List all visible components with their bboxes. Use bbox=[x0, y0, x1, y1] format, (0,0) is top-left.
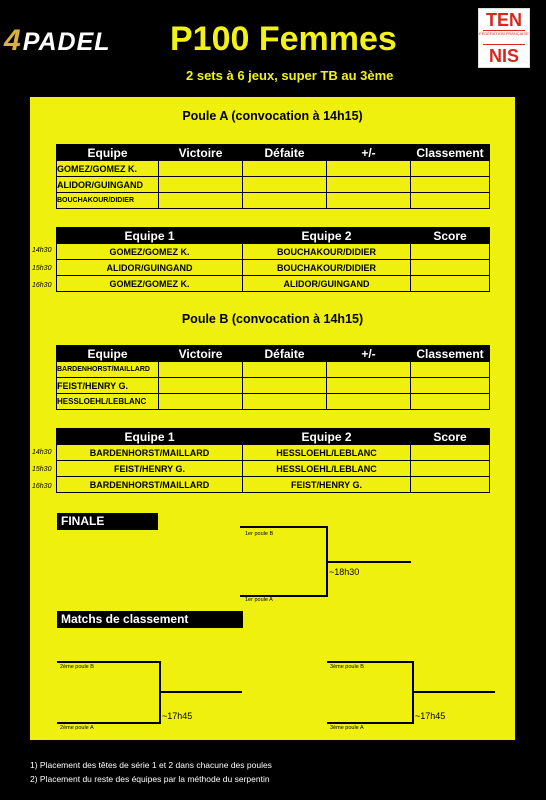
col-plus-minus: +/- bbox=[327, 145, 411, 161]
team-2: BOUCHAKOUR/DIDIER bbox=[243, 260, 411, 276]
logo-text: PADEL bbox=[22, 28, 111, 56]
col-victoire: Victoire bbox=[159, 346, 243, 362]
table-row bbox=[57, 445, 490, 461]
match-time: 14h30 bbox=[32, 449, 52, 456]
col-equipe-2: Equipe 2 bbox=[243, 429, 411, 445]
classement-cell[interactable] bbox=[411, 394, 490, 410]
team-name: BOUCHAKOUR/DIDIER bbox=[57, 193, 159, 209]
finale-bottom-slot: 1er poule A bbox=[245, 597, 273, 603]
score-cell[interactable] bbox=[411, 276, 490, 292]
col-score: Score bbox=[411, 228, 490, 244]
fft-logo-middle: FÉDÉRATION FRANÇAISE bbox=[479, 31, 529, 36]
bracket-line bbox=[240, 526, 328, 528]
poule-a-matches-table bbox=[56, 227, 490, 292]
defaite-cell[interactable] bbox=[243, 378, 327, 394]
poule-a-heading: Poule A (convocation à 14h15) bbox=[182, 109, 363, 123]
fft-logo-bar bbox=[483, 44, 525, 45]
table-row bbox=[57, 193, 490, 209]
fft-logo-top: TEN bbox=[486, 10, 522, 30]
match-time: 15h30 bbox=[32, 466, 52, 473]
team-2: BOUCHAKOUR/DIDIER bbox=[243, 244, 411, 260]
team-1: BARDENHORST/MAILLARD bbox=[57, 477, 243, 493]
team-1: BARDENHORST/MAILLARD bbox=[57, 445, 243, 461]
page-subtitle: 2 sets à 6 jeux, super TB au 3ème bbox=[186, 68, 394, 83]
table-row bbox=[57, 177, 490, 193]
col-classement: Classement bbox=[411, 145, 490, 161]
table-row bbox=[57, 276, 490, 292]
plus-minus-cell[interactable] bbox=[327, 378, 411, 394]
victoire-cell[interactable] bbox=[159, 161, 243, 177]
team-name: BARDENHORST/MAILLARD bbox=[57, 362, 159, 378]
table-row bbox=[57, 378, 490, 394]
poule-a-standings-table bbox=[56, 144, 490, 209]
plus-minus-cell[interactable] bbox=[327, 177, 411, 193]
team-name: HESSLOEHL/LEBLANC bbox=[57, 394, 159, 410]
col-score: Score bbox=[411, 429, 490, 445]
victoire-cell[interactable] bbox=[159, 193, 243, 209]
classement-left-time: ~17h45 bbox=[162, 711, 193, 721]
classement-left-bottom-slot: 2ème poule A bbox=[60, 725, 94, 731]
team-1: GOMEZ/GOMEZ K. bbox=[57, 276, 243, 292]
team-1: GOMEZ/GOMEZ K. bbox=[57, 244, 243, 260]
table-row bbox=[57, 161, 490, 177]
defaite-cell[interactable] bbox=[243, 161, 327, 177]
col-equipe-1: Equipe 1 bbox=[57, 429, 243, 445]
bracket-line bbox=[413, 691, 495, 693]
logo-four: 4 bbox=[4, 24, 22, 57]
col-equipe-2: Equipe 2 bbox=[243, 228, 411, 244]
team-2: HESSLOEHL/LEBLANC bbox=[243, 461, 411, 477]
table-row bbox=[57, 461, 490, 477]
classement-right-time: ~17h45 bbox=[415, 711, 446, 721]
page-title: P100 Femmes bbox=[170, 20, 397, 58]
classement-cell[interactable] bbox=[411, 362, 490, 378]
team-1: ALIDOR/GUINGAND bbox=[57, 260, 243, 276]
classement-right-bottom-slot: 3ème poule A bbox=[330, 725, 364, 731]
table-row bbox=[57, 394, 490, 410]
bracket-line bbox=[327, 722, 414, 724]
poule-b-heading: Poule B (convocation à 14h15) bbox=[181, 312, 364, 326]
footnote: 2) Placement du reste des équipes par la méthode du serpentin bbox=[30, 774, 270, 784]
match-time: 16h30 bbox=[32, 483, 52, 490]
defaite-cell[interactable] bbox=[243, 177, 327, 193]
defaite-cell[interactable] bbox=[243, 394, 327, 410]
classement-cell[interactable] bbox=[411, 177, 490, 193]
table-row bbox=[57, 260, 490, 276]
col-equipe: Equipe bbox=[57, 346, 159, 362]
col-defaite: Défaite bbox=[243, 346, 327, 362]
plus-minus-cell[interactable] bbox=[327, 362, 411, 378]
classement-right-top-slot: 3ème poule B bbox=[330, 664, 364, 670]
classement-cell[interactable] bbox=[411, 161, 490, 177]
fft-logo-bottom: NIS bbox=[488, 46, 519, 66]
score-cell[interactable] bbox=[411, 477, 490, 493]
col-victoire: Victoire bbox=[159, 145, 243, 161]
team-1: FEIST/HENRY G. bbox=[57, 461, 243, 477]
classement-cell[interactable] bbox=[411, 193, 490, 209]
classement-label: Matchs de classement bbox=[57, 611, 243, 628]
match-time: 14h30 bbox=[32, 247, 52, 254]
defaite-cell[interactable] bbox=[243, 362, 327, 378]
classement-cell[interactable] bbox=[411, 378, 490, 394]
defaite-cell[interactable] bbox=[243, 193, 327, 209]
classement-left-top-slot: 2ème poule B bbox=[60, 664, 94, 670]
footnote: 1) Placement des têtes de série 1 et 2 dans chacune des poules bbox=[30, 760, 272, 770]
finale-time: ~18h30 bbox=[329, 567, 360, 577]
team-name: FEIST/HENRY G. bbox=[57, 378, 159, 394]
match-time: 15h30 bbox=[32, 265, 52, 272]
match-time: 16h30 bbox=[32, 282, 52, 289]
plus-minus-cell[interactable] bbox=[327, 394, 411, 410]
footnotes bbox=[30, 758, 272, 786]
team-2: ALIDOR/GUINGAND bbox=[243, 276, 411, 292]
table-row bbox=[57, 477, 490, 493]
team-2: FEIST/HENRY G. bbox=[243, 477, 411, 493]
finale-top-slot: 1er poule B bbox=[245, 531, 274, 537]
col-equipe-1: Equipe 1 bbox=[57, 228, 243, 244]
col-equipe: Equipe bbox=[57, 145, 159, 161]
bracket-line bbox=[160, 691, 242, 693]
victoire-cell[interactable] bbox=[159, 177, 243, 193]
victoire-cell[interactable] bbox=[159, 378, 243, 394]
plus-minus-cell[interactable] bbox=[327, 193, 411, 209]
bracket-line bbox=[57, 661, 161, 663]
col-defaite: Défaite bbox=[243, 145, 327, 161]
col-classement: Classement bbox=[411, 346, 490, 362]
padel-logo bbox=[4, 24, 111, 58]
tournament-sheet bbox=[30, 97, 515, 740]
team-2: HESSLOEHL/LEBLANC bbox=[243, 445, 411, 461]
score-cell[interactable] bbox=[411, 461, 490, 477]
col-plus-minus: +/- bbox=[327, 346, 411, 362]
table-row bbox=[57, 244, 490, 260]
poule-b-standings-table bbox=[56, 345, 490, 410]
team-name: ALIDOR/GUINGAND bbox=[57, 177, 159, 193]
victoire-cell[interactable] bbox=[159, 362, 243, 378]
score-cell[interactable] bbox=[411, 260, 490, 276]
table-row bbox=[57, 362, 490, 378]
plus-minus-cell[interactable] bbox=[327, 161, 411, 177]
score-cell[interactable] bbox=[411, 244, 490, 260]
team-name: GOMEZ/GOMEZ K. bbox=[57, 161, 159, 177]
poule-b-matches-table bbox=[56, 428, 490, 493]
fft-tennis-logo bbox=[478, 8, 530, 68]
bracket-line bbox=[57, 722, 161, 724]
victoire-cell[interactable] bbox=[159, 394, 243, 410]
score-cell[interactable] bbox=[411, 445, 490, 461]
bracket-line bbox=[327, 561, 411, 563]
finale-label: FINALE bbox=[57, 513, 158, 530]
bracket-line bbox=[327, 661, 414, 663]
